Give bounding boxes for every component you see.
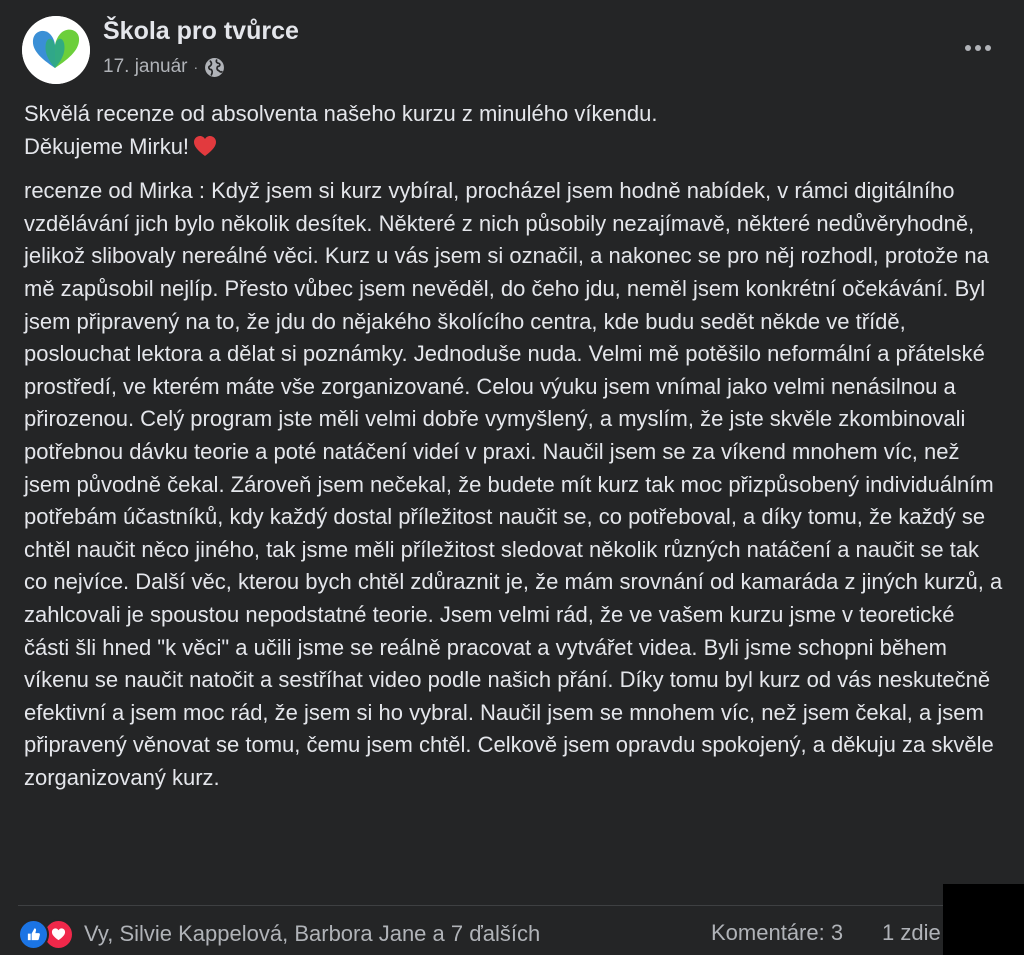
comment-count-link[interactable]: Komentáre: 3 (711, 920, 844, 945)
globe-icon[interactable] (204, 57, 225, 78)
intro-text-1: Skvělá recenze od absolventa našeho kurzu z minulého víkendu. (24, 101, 658, 126)
reaction-icons (18, 919, 74, 950)
post-date-link[interactable]: 17. január (103, 56, 188, 77)
thanks-line (24, 131, 1004, 164)
intro-line (24, 98, 1004, 131)
green-heart-logo-icon (22, 16, 90, 84)
more-options-button[interactable] (956, 32, 1000, 64)
divider (18, 905, 1006, 906)
intro-text-2: Děkujeme Mirku! (24, 133, 190, 159)
black-overlay-block (943, 884, 1024, 955)
meta-separator: · (193, 59, 199, 75)
page-name-link[interactable]: Škola pro tvůrce (103, 17, 299, 45)
reaction-summary[interactable] (18, 918, 540, 950)
like-icon (18, 919, 49, 950)
share-count-link[interactable]: 1 zdie (882, 920, 941, 945)
review-text: recenze od Mirka : Když jsem si kurz vybíral, procházel jsem hodně nabídek, v rámci digitálního vzdělávání jich bylo několik desítek. Některé z nich působily nezajímavě, některé nedůvěryhodně, jelikož slibovaly nereálné věci. Kurz u vás jsem si označil, a nakonec se pro něj rozhodl, protože na mě zapůsobil nejlíp. Přesto vůbec jsem nevěděl, do čeho jdu, neměl jsem konkrétní očekávání. Byl jsem připravený na to, že jdu do nějakého školícího centra, kde budu sedět někde ve třídě, poslouchat lektora a dělat si poznámky. Jednoduše nuda. Velmi mě potěšilo neformální a přátelské prostředí, ve kterém máte vše zorganizované. Celou výuku jsem vnímal jako velmi nenásilnou a přirozenou. Celý program jste měli velmi dobře vymyšlený, a myslím, že jste skvěle zkombinovali potřebnou dávku teorie a poté natáčení videí v praxi. Naučil jsem se za víkend mnohem víc, než jsem původně čekal. Zároveň jsem nečekal, že budete mít kurz tak moc přizpůsobený individuálním potřebám účastníků, kdy každý dostal příležitost naučit se, co potřeboval, a díky tomu, že každý se chtěl naučit něco jiného, tak jsme měli příležitost sledovat několik různých natáčení a naučit se tak co nejvíce. Další věc, kterou bych chtěl zdůraznit je, že mám srovnání od kamaráda z jiných kurzů, a zahlcovali je spoustou nepodstatné teorie. Jsem velmi rád, že ve vašem kurzu jsme v teoretické části šli hned "k věci" a učili jsme se reálně pracovat a vytvářet videa. Byli jsme schopni během víkenu se naučit natočit a sestříhat video podle našich přání. Díky tomu byl kurz od vás neskutečně efektivní a jsem moc rád, že jsem si ho vybral. Naučil jsem se mnohem víc, než jsem čekal, a jsem připravený věnovat se tomu, čemu jsem chtěl. Celkově jsem opravdu spokojený, a děkuju za skvěle zorganizovaný kurz. (24, 178, 1003, 790)
page-avatar[interactable] (22, 16, 90, 84)
red-heart-emoji-icon (193, 135, 217, 157)
reaction-names[interactable]: Vy, Silvie Kappelová, Barbora Jane a 7 ďalších (84, 921, 541, 946)
more-options-icon (963, 43, 993, 53)
post-meta (103, 55, 225, 79)
post-text (24, 98, 1004, 794)
